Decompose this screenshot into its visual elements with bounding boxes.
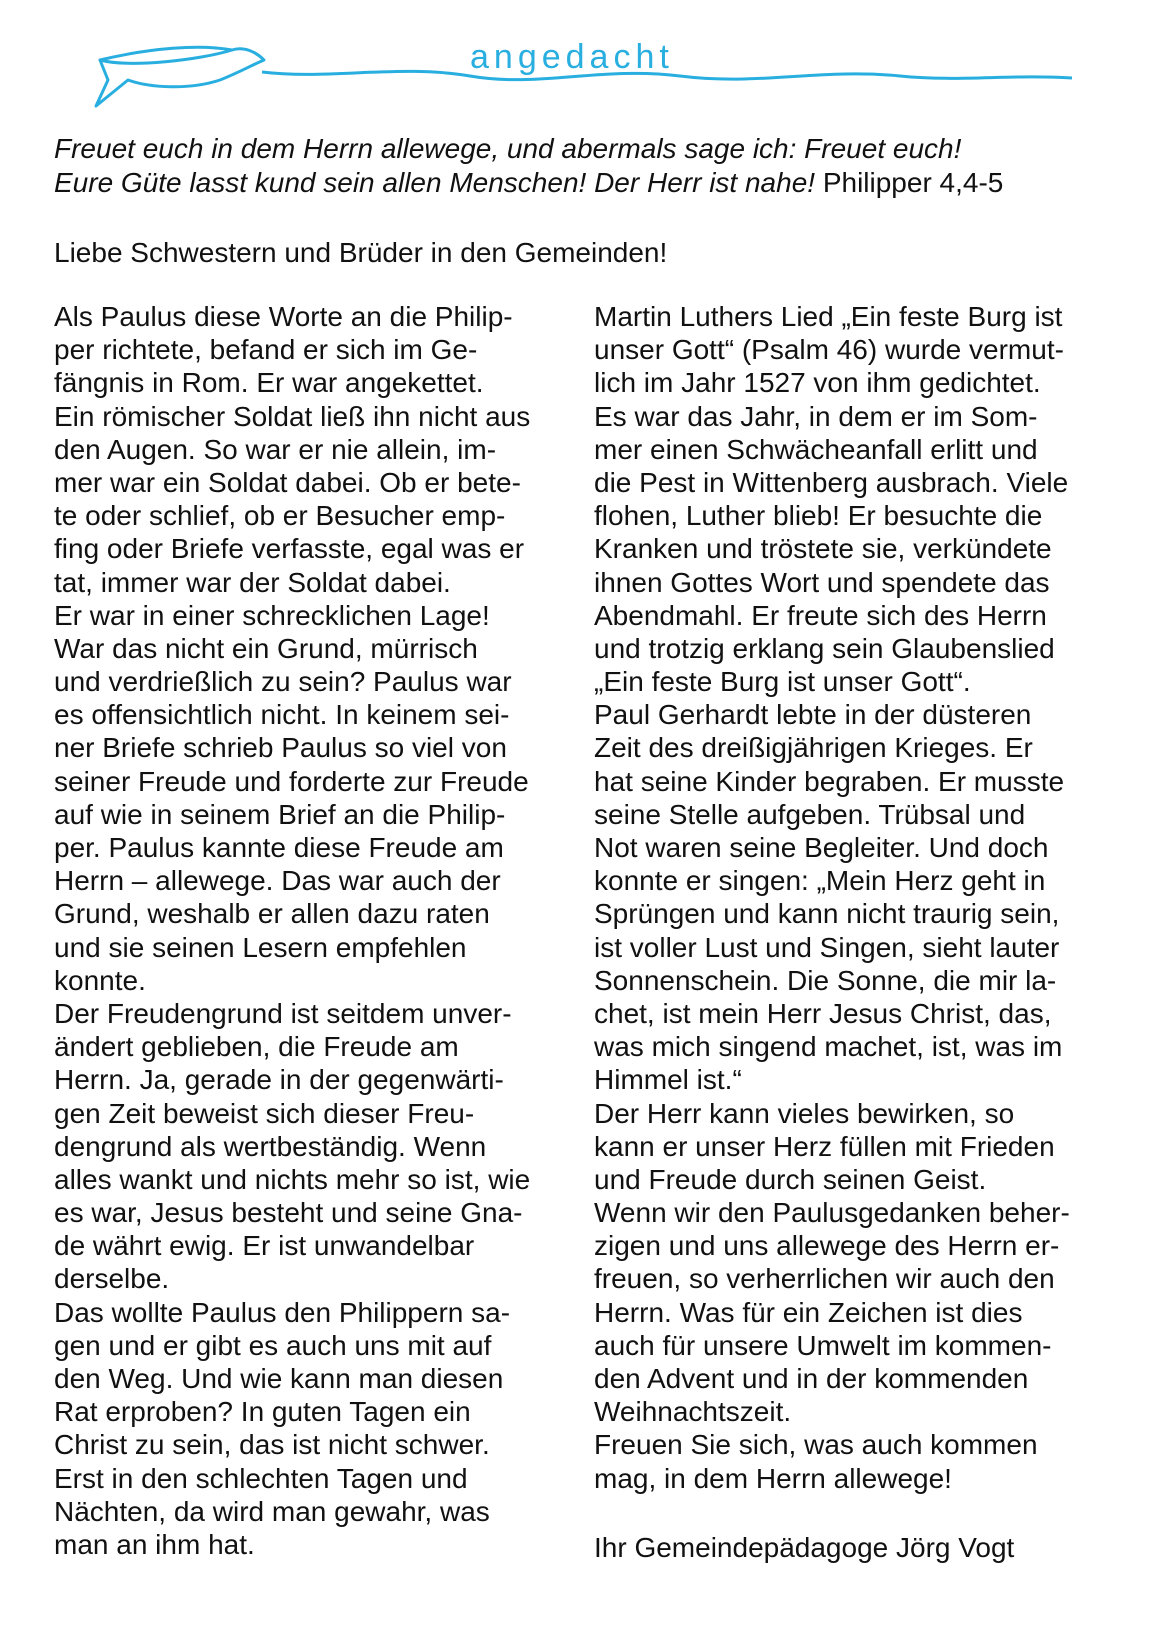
text-line: Das wollte Paulus den Philippern sa-: [54, 1296, 511, 1328]
text-line: konnte.: [54, 964, 146, 996]
article-column-right: [594, 300, 1134, 1495]
text-line: Sonnenschein. Die Sonne, die mir la-: [594, 964, 1057, 996]
text-line: tat, immer war der Soldat dabei.: [54, 566, 451, 598]
text-line: Grund, weshalb er allen dazu raten: [54, 898, 490, 930]
text-line: Kranken und tröstete sie, verkündete: [594, 533, 1052, 565]
text-line: Zeit des dreißigjährigen Krieges. Er: [594, 732, 1033, 764]
text-line: und Freude durch seinen Geist.: [594, 1163, 987, 1195]
text-line: Als Paulus diese Worte an die Philip-: [54, 301, 513, 332]
text-line: Ein römischer Soldat ließ ihn nicht aus: [54, 400, 531, 432]
text-line: Der Herr kann vieles bewirken, so: [594, 1097, 1015, 1129]
verse-line-1: Freuet euch in dem Herrn allewege, und abermals sage ich: Freuet euch!: [54, 133, 962, 164]
text-line: was mich singend machet, ist, was im: [594, 1031, 1063, 1063]
greeting: Liebe Schwestern und Brüder in den Gemeinden!: [54, 237, 668, 268]
article-column-left: [54, 300, 594, 1561]
text-line: Freuen Sie sich, was auch kommen: [594, 1429, 1038, 1461]
text-line: „Ein feste Burg ist unser Gott“.: [594, 666, 971, 698]
text-line: gen Zeit beweist sich dieser Freu-: [54, 1097, 475, 1129]
text-line: es offensichtlich nicht. In keinem sei-: [54, 699, 510, 731]
text-line: kann er unser Herz füllen mit Frieden: [594, 1130, 1055, 1162]
verse-reference: Philipper 4,4-5: [815, 167, 1004, 198]
text-line: und trotzig erklang sein Glaubenslied: [594, 632, 1055, 664]
text-line: konnte er singen: „Mein Herz geht in: [594, 865, 1046, 897]
text-line: Paul Gerhardt lebte in der düsteren: [594, 699, 1032, 731]
dove-icon: [96, 47, 264, 106]
text-line: gen und er gibt es auch uns mit auf: [54, 1329, 492, 1361]
text-line: Rat erproben? In guten Tagen ein: [54, 1396, 471, 1428]
text-line: fängnis in Rom. Er war angekettet.: [54, 367, 484, 399]
text-line: Not waren seine Begleiter. Und doch: [594, 832, 1049, 863]
verse-line-2-text: Eure Güte lasst kund sein allen Menschen! Der Herr ist nahe!: [54, 167, 816, 198]
text-line: ist voller Lust und Singen, sieht lauter: [594, 931, 1060, 963]
text-line: lich im Jahr 1527 von ihm gedichtet.: [594, 367, 1041, 399]
text-line: und verdrießlich zu sein? Paulus war: [54, 666, 512, 698]
text-line: per richtete, befand er sich im Ge-: [54, 334, 478, 366]
text-line: Herrn. Was für ein Zeichen ist dies: [594, 1296, 1023, 1328]
text-line: te oder schlief, ob er Besucher emp-: [54, 500, 506, 532]
text-line: ihnen Gottes Wort und spendete das: [594, 566, 1050, 598]
text-line: chet, ist mein Herr Jesus Christ, das,: [594, 997, 1052, 1029]
text-line: Nächten, da wird man gewahr, was: [54, 1495, 490, 1527]
text-line: Abendmahl. Er freute sich des Herrn: [594, 599, 1047, 631]
text-line: Himmel ist.“: [594, 1064, 742, 1096]
header: [0, 0, 1165, 130]
text-line: derselbe.: [54, 1263, 170, 1295]
text-line: hat seine Kinder begraben. Er musste: [594, 765, 1065, 797]
bible-verse: [54, 132, 1124, 200]
text-line: Es war das Jahr, in dem er im Som-: [594, 400, 1038, 432]
text-line: Erst in den schlechten Tagen und: [54, 1462, 468, 1494]
text-line: War das nicht ein Grund, mürrisch: [54, 632, 478, 664]
text-line: flohen, Luther blieb! Er besuchte die: [594, 500, 1043, 532]
verse-line-2: [54, 166, 1124, 200]
text-line: alles wankt und nichts mehr so ist, wie: [54, 1163, 531, 1195]
text-line: zigen und uns allewege des Herrn er-: [594, 1230, 1060, 1262]
text-line: de währt ewig. Er ist unwandelbar: [54, 1230, 475, 1262]
text-line: mer war ein Soldat dabei. Ob er bete-: [54, 466, 521, 498]
text-line: Herrn – allewege. Das war auch der: [54, 865, 501, 897]
text-line: Sprüngen und kann nicht traurig sein,: [594, 898, 1060, 930]
text-line: mer einen Schwächeanfall erlitt und: [594, 433, 1038, 465]
text-line: per. Paulus kannte diese Freude am: [54, 832, 504, 863]
text-line: Herrn. Ja, gerade in der gegenwärti-: [54, 1064, 504, 1096]
text-line: mag, in dem Herrn allewege!: [594, 1462, 952, 1494]
text-line: fing oder Briefe verfasste, egal was er: [54, 533, 525, 565]
text-line: es war, Jesus besteht und seine Gna-: [54, 1197, 523, 1229]
text-line: ändert geblieben, die Freude am: [54, 1031, 459, 1063]
text-line: den Augen. So war er nie allein, im-: [54, 433, 497, 465]
text-line: auf wie in seinem Brief an die Philip-: [54, 798, 506, 830]
text-line: man an ihm hat.: [54, 1528, 255, 1560]
text-line: Christ zu sein, das ist nicht schwer.: [54, 1429, 490, 1461]
text-line: Er war in einer schrecklichen Lage!: [54, 599, 490, 631]
text-line: dengrund als wertbeständig. Wenn: [54, 1130, 487, 1162]
text-line: Weihnachtszeit.: [594, 1396, 792, 1428]
signature: Ihr Gemeindepädagoge Jörg Vogt: [594, 1532, 1015, 1563]
text-line: seine Stelle aufgeben. Trübsal und: [594, 798, 1026, 830]
text-line: freuen, so verherrlichen wir auch den: [594, 1263, 1055, 1295]
text-line: Martin Luthers Lied „Ein feste Burg ist: [594, 301, 1063, 332]
text-line: auch für unsere Umwelt im kommen-: [594, 1329, 1052, 1361]
text-line: Der Freudengrund ist seitdem unver-: [54, 997, 512, 1029]
text-line: den Weg. Und wie kann man diesen: [54, 1363, 504, 1394]
text-line: und sie seinen Lesern empfehlen: [54, 931, 467, 963]
text-line: Wenn wir den Paulusgedanken beher-: [594, 1197, 1070, 1229]
text-line: die Pest in Wittenberg ausbrach. Viele: [594, 466, 1069, 498]
text-line: seiner Freude und forderte zur Freude: [54, 765, 529, 797]
text-line: unser Gott“ (Psalm 46) wurde vermut-: [594, 334, 1064, 366]
section-title: angedacht: [470, 38, 674, 76]
text-line: ner Briefe schrieb Paulus so viel von: [54, 732, 507, 764]
text-line: den Advent und in der kommenden: [594, 1363, 1029, 1394]
